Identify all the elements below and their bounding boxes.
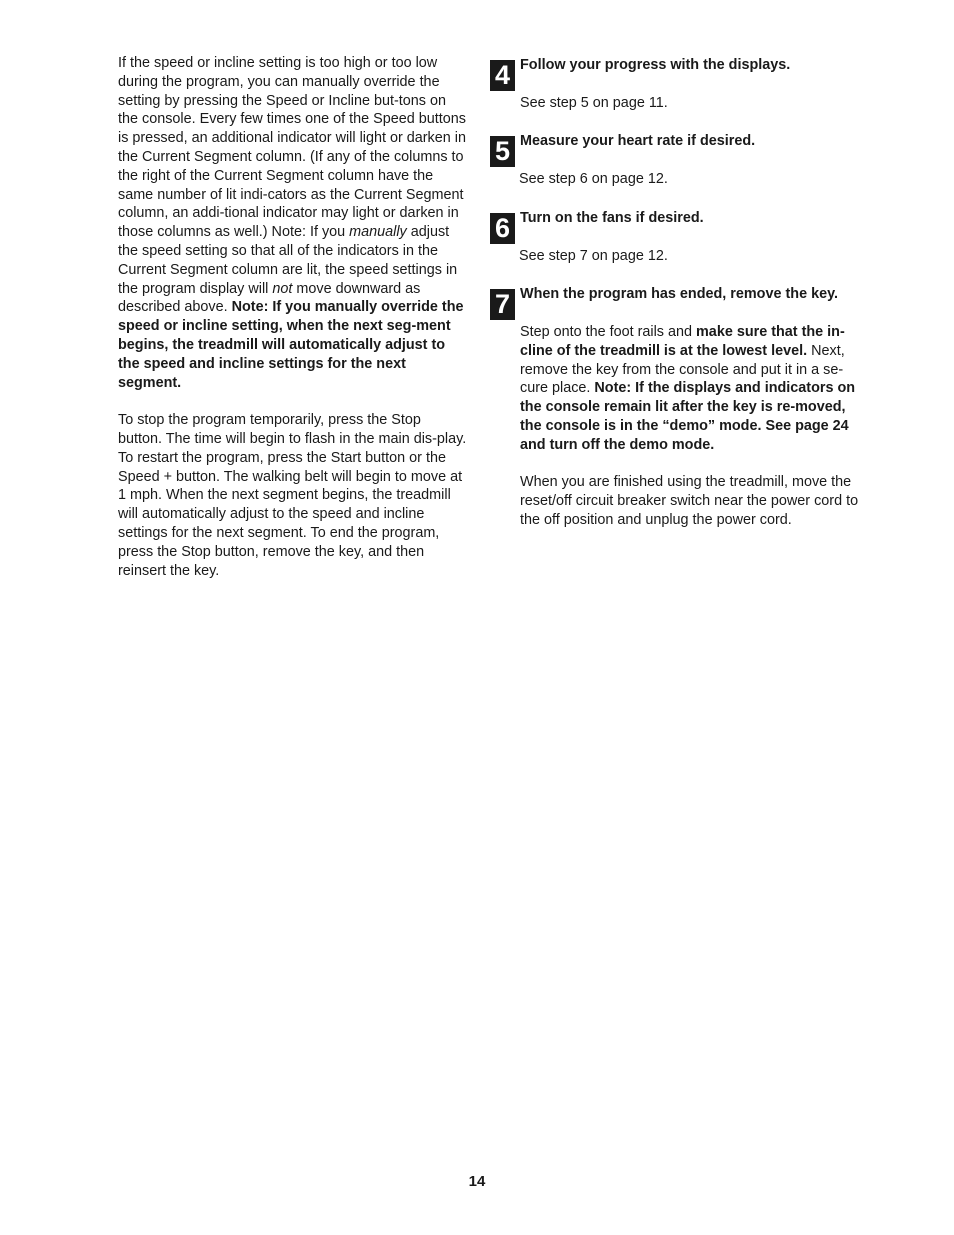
step-number-badge: 7 bbox=[490, 289, 515, 320]
demo-mode-note: Note: If the displays and indicators on the console remain lit after the key is re-moved, the console is in the “demo” mode. See page 24 and turn off the demo mode. bbox=[520, 380, 856, 453]
left-column bbox=[118, 54, 468, 580]
remove-key-paragraph: Step onto the foot rails and make sure that the in-cline of the treadmill is at the lowest level. Next, remove the key from the console and put it in a se-cure place. Note: If the displays and indicators on the console remain lit after the key is re-moved, the console is in the “demo” mode. See page 24 and turn off the demo mode. bbox=[520, 324, 856, 453]
step-number-badge: 5 bbox=[490, 136, 515, 167]
step-body: See step 5 on page 11. bbox=[520, 95, 668, 111]
step-title: Measure your heart rate if desired. bbox=[520, 133, 756, 149]
step-body bbox=[520, 323, 870, 530]
step-body: See step 6 on page 12. bbox=[519, 171, 668, 187]
power-off-paragraph: When you are finished using the treadmill, move the reset/off circuit breaker switch near the power cord to the off position and unplug the power cord. bbox=[520, 474, 859, 528]
emphasis-manually: manually bbox=[349, 224, 407, 241]
step-body: See step 7 on page 12. bbox=[519, 248, 668, 264]
step-title: Turn on the fans if desired. bbox=[520, 210, 704, 226]
step-number-badge: 4 bbox=[490, 60, 515, 91]
step-title: When the program has ended, remove the key. bbox=[520, 286, 839, 302]
step-title: Follow your progress with the displays. bbox=[520, 57, 791, 73]
override-paragraph: If the speed or incline setting is too high or too low during the program, you can manually override the setting by pressing the Speed or Incline but-tons on the console. Every few times one of the Speed buttons is pressed, an additional indicator will light or darken in the Current Segment column. (If any of the columns to the right of the Current Segment column have the same number of lit indi-cators as the Current Segment column, an addi-tional indicator may light or darken in those columns as well.) Note: If you manually adjust the speed setting so that all of the indicators in the Current Segment column are lit, the speed settings in the program display will not move downward as described above. Note: If you manually override the speed or incline setting, when the next seg-ment begins, the treadmill will automatically adjust to the speed and incline settings for the next segment. bbox=[118, 55, 466, 391]
step-number-badge: 6 bbox=[490, 213, 515, 244]
stop-program-paragraph: To stop the program temporarily, press the Stop button. The time will begin to flash in the main dis-play. To restart the program, press the Start button or the Speed + button. The walking belt will begin to move at 1 mph. When the next segment begins, the treadmill will automatically adjust to the speed and incline settings for the next segment. To end the program, press the Stop button, remove the key, and then reinsert the key. bbox=[118, 412, 467, 579]
emphasis-not: not bbox=[272, 280, 293, 297]
page-number: 14 bbox=[468, 1173, 486, 1190]
override-note: Note: If you manually override the speed or incline setting, when the next seg-ment begins, the treadmill will automatically adjust to the speed and incline settings for the next segment. bbox=[118, 299, 464, 391]
